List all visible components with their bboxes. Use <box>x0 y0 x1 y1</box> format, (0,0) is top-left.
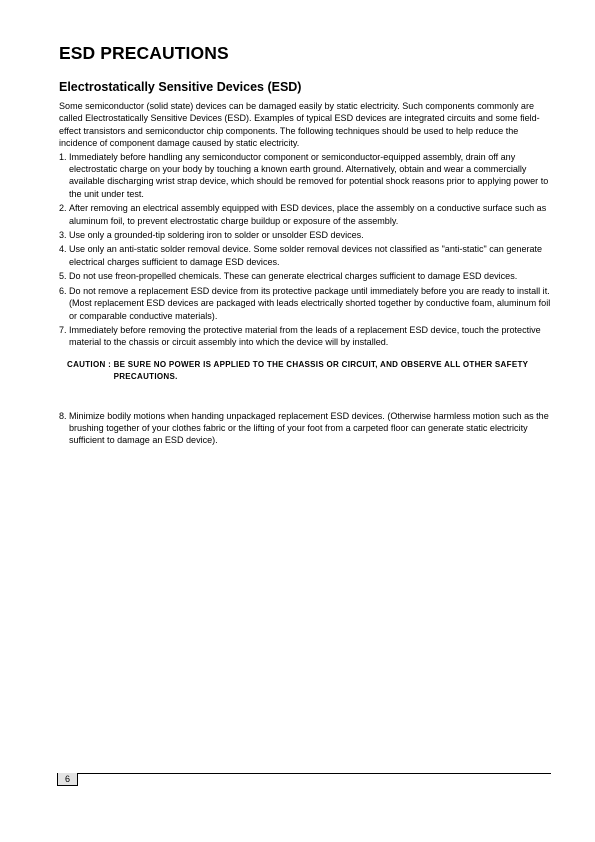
list-item-text: Minimize bodily motions when handing unpackaged replacement ESD devices. (Otherwise harmless motion such as the brushing together of your clothes fabric or the lifting of your foot from a carpeted floor can generate static electricity sufficient to damage an ESD device). <box>69 410 549 446</box>
list-item <box>59 285 555 322</box>
caution-label: CAUTION : <box>67 359 114 369</box>
page-number: 6 <box>57 773 78 786</box>
list-item-text: Use only a grounded-tip soldering iron to solder or unsolder ESD devices. <box>69 230 364 241</box>
precautions-list <box>59 151 555 349</box>
list-item <box>59 270 555 282</box>
list-item-text: Do not remove a replacement ESD device from its protective package until immediately before you are ready to install it. (Most replacement ESD devices are packaged with leads electrically shorted together by conductive foam, aluminum foil or comparable conductive materials). <box>69 285 551 321</box>
list-item-number: 4. <box>59 244 67 255</box>
list-item-number: 5. <box>59 271 67 282</box>
footer-rule <box>57 773 551 774</box>
list-item <box>59 410 555 447</box>
list-item-text: After removing an electrical assembly equipped with ESD devices, place the assembly on a conductive surface such as aluminum foil, to prevent electrostatic charge buildup or exposure of the assembly. <box>69 203 547 226</box>
caution-text: BE SURE NO POWER IS APPLIED TO THE CHASSIS OR CIRCUIT, AND OBSERVE ALL OTHER SAFETY PRECAUTIONS. <box>113 359 529 382</box>
list-item <box>59 243 555 268</box>
list-item-number: 7. <box>59 324 67 335</box>
document-body <box>59 100 555 449</box>
precautions-list-continued <box>59 410 555 447</box>
list-item-number: 6. <box>59 285 67 296</box>
list-item-text: Do not use freon-propelled chemicals. These can generate electrical charges sufficient to damage ESD devices. <box>69 271 518 282</box>
page-title: ESD PRECAUTIONS <box>59 43 229 63</box>
caution-notice <box>67 359 555 384</box>
list-item-number: 2. <box>59 203 67 214</box>
list-item-number: 8. <box>59 410 67 421</box>
section-title: Electrostatically Sensitive Devices (ESD) <box>59 80 302 94</box>
intro-paragraph: Some semiconductor (solid state) devices can be damaged easily by static electricity. Such components commonly are called Electrostatically Sensitive Devices (ESD). Examples of typical ESD devices are integrated circuits and some field-effect transistors and semiconductor chip components. The following techniques should be used to help reduce the incidence of component damage caused by static electricity. <box>59 101 540 149</box>
list-item <box>59 202 555 227</box>
list-item-number: 3. <box>59 230 67 241</box>
list-item <box>59 324 555 349</box>
list-item-text: Use only an anti-static solder removal device. Some solder removal devices not classified as "anti-static" can generate electrical charges sufficient to damage ESD devices. <box>69 244 543 267</box>
list-item-text: Immediately before removing the protective material from the leads of a replacement ESD device, touch the protective material to the chassis or circuit assembly into which the device will by installed. <box>69 324 541 348</box>
list-item <box>59 151 555 201</box>
list-item-number: 1. <box>59 151 67 162</box>
list-item <box>59 229 555 241</box>
list-item-text: Immediately before handling any semiconductor component or semiconductor-equipped assembly, drain off any electrostatic charge on your body by touching a known earth ground. Alternatively, obtain and wear a commercially available discharging wrist strap device, which should be removed for potential shock reasons prior to applying power to the unit under test. <box>69 151 549 199</box>
